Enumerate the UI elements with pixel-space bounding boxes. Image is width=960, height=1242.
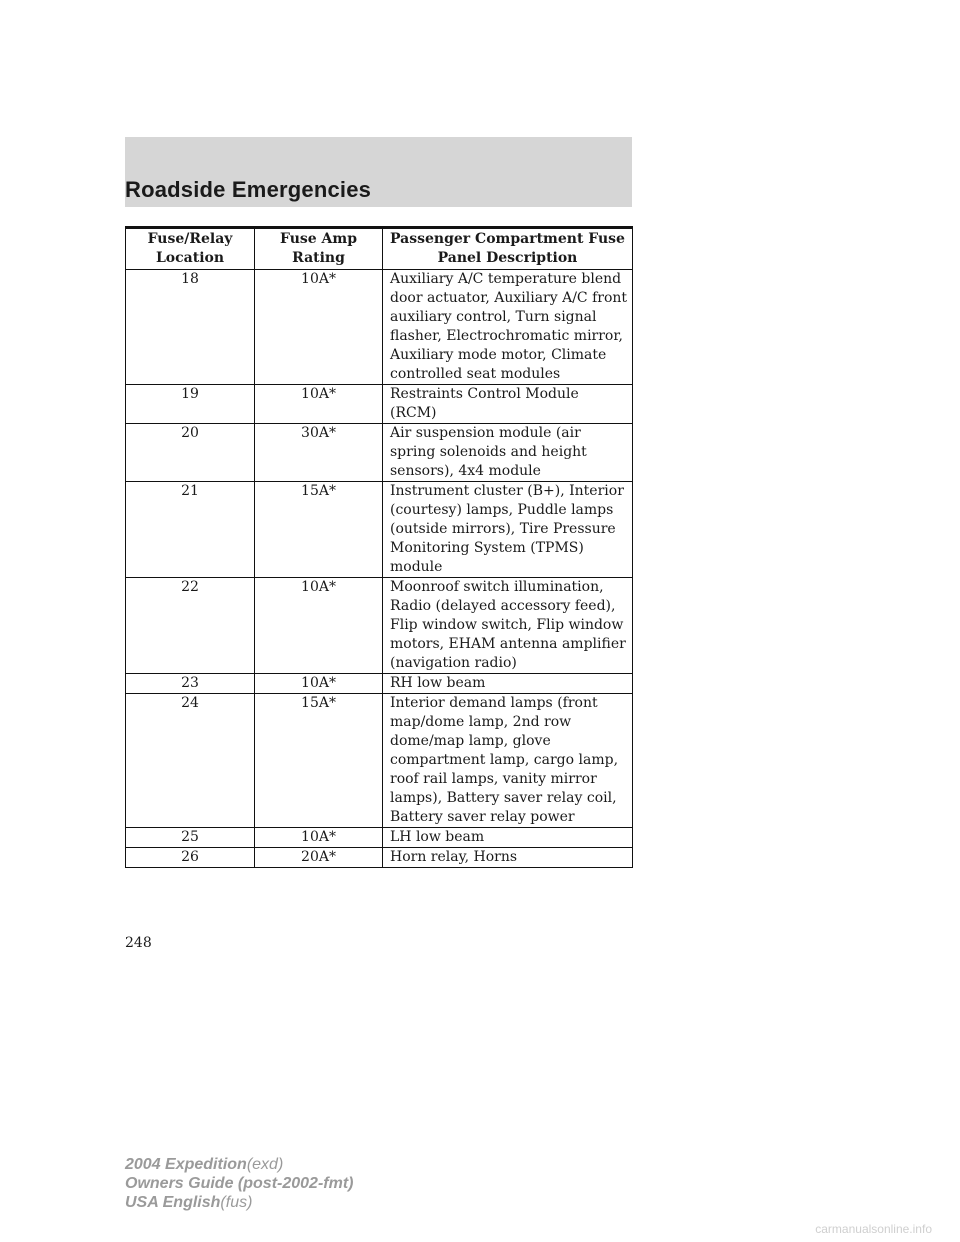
footer-language-code: (fus) xyxy=(220,1194,253,1211)
column-header-location: Fuse/Relay Location xyxy=(126,228,255,270)
footer-model-name: 2004 Expedition xyxy=(125,1156,247,1173)
section-header-bar xyxy=(125,137,632,207)
cell-amp: 10A* xyxy=(255,385,383,424)
table-row xyxy=(126,424,633,482)
cell-description: Moonroof switch illumination, Radio (delayed accessory feed), Flip window switch, Flip window motors, EHAM antenna amplifier (navigation radio) xyxy=(383,578,633,674)
document-footer xyxy=(125,1155,353,1212)
table-row xyxy=(126,385,633,424)
table-row xyxy=(126,828,633,848)
table-row xyxy=(126,270,633,385)
table-row xyxy=(126,674,633,694)
footer-line-language xyxy=(125,1193,353,1212)
footer-line-guide xyxy=(125,1174,353,1193)
cell-amp: 15A* xyxy=(255,694,383,828)
table-row xyxy=(126,694,633,828)
section-title: Roadside Emergencies xyxy=(125,177,372,202)
table-row xyxy=(126,848,633,868)
cell-location: 25 xyxy=(126,828,255,848)
cell-amp: 10A* xyxy=(255,578,383,674)
cell-location: 23 xyxy=(126,674,255,694)
cell-description: Air suspension module (air spring solenoids and height sensors), 4x4 module xyxy=(383,424,633,482)
cell-description: Horn relay, Horns xyxy=(383,848,633,868)
cell-amp: 10A* xyxy=(255,270,383,385)
cell-location: 26 xyxy=(126,848,255,868)
cell-description: Instrument cluster (B+), Interior (courtesy) lamps, Puddle lamps (outside mirrors), Tire Pressure Monitoring System (TPMS) module xyxy=(383,482,633,578)
footer-line-model xyxy=(125,1155,353,1174)
cell-description: Auxiliary A/C temperature blend door actuator, Auxiliary A/C front auxiliary control, Turn signal flasher, Electrochromatic mirror, Auxiliary mode motor, Climate controlled seat modules xyxy=(383,270,633,385)
column-header-description: Passenger Compartment Fuse Panel Description xyxy=(383,228,633,270)
cell-description: Interior demand lamps (front map/dome lamp, 2nd row dome/map lamp, glove compartment lamp, cargo lamp, roof rail lamps, vanity mirror lamps), Battery saver relay coil, Battery saver relay power xyxy=(383,694,633,828)
cell-location: 20 xyxy=(126,424,255,482)
page-number: 248 xyxy=(125,935,152,951)
cell-location: 24 xyxy=(126,694,255,828)
cell-description: Restraints Control Module (RCM) xyxy=(383,385,633,424)
cell-amp: 30A* xyxy=(255,424,383,482)
cell-amp: 10A* xyxy=(255,828,383,848)
site-watermark: carmanualsonline.info xyxy=(815,1222,932,1236)
table-header-row xyxy=(126,228,633,270)
footer-model-code: (exd) xyxy=(246,1156,284,1173)
cell-location: 21 xyxy=(126,482,255,578)
column-header-amp: Fuse Amp Rating xyxy=(255,228,383,270)
cell-location: 22 xyxy=(126,578,255,674)
table-row xyxy=(126,578,633,674)
cell-location: 18 xyxy=(126,270,255,385)
cell-description: RH low beam xyxy=(383,674,633,694)
footer-guide-name: Owners Guide (post-2002-fmt) xyxy=(125,1175,354,1192)
cell-location: 19 xyxy=(126,385,255,424)
cell-description: LH low beam xyxy=(383,828,633,848)
cell-amp: 20A* xyxy=(255,848,383,868)
cell-amp: 15A* xyxy=(255,482,383,578)
cell-amp: 10A* xyxy=(255,674,383,694)
footer-language-name: USA English xyxy=(125,1194,221,1211)
fuse-table xyxy=(125,226,633,868)
table-row xyxy=(126,482,633,578)
